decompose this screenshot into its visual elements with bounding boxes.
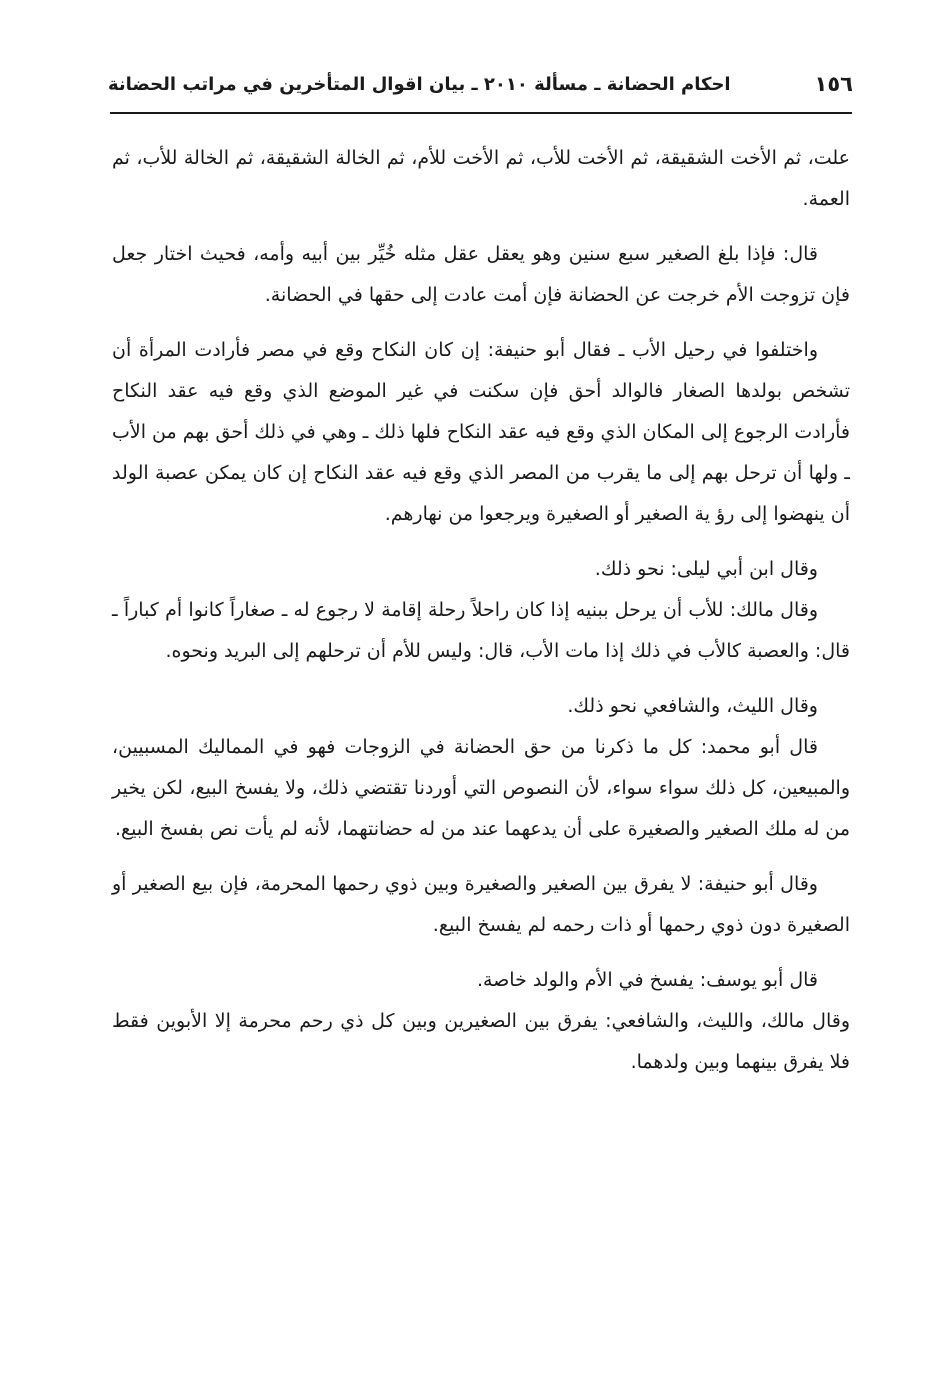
paragraph: قال: فإذا بلغ الصغير سبع سنين وهو يعقل عقل مثله خُيِّر بين أبيه وأمه، فحيث اختار جعل فإن تزوجت الأم خرجت عن الحضانة فإن أمت عادت إلى حقها في الحضانة. xyxy=(112,243,850,306)
paragraph: وقال مالك: للأب أن يرحل ببنيه إذا كان راحلاً رحلة إقامة لا رجوع له ـ صغاراً كانوا أم كباراً ـ قال: والعصبة كالأب في ذلك إذا مات الأب، قال: وليس للأم أن ترحلهم إلى البريد ونحوه. xyxy=(112,599,850,662)
header-divider xyxy=(110,112,852,114)
running-header xyxy=(108,62,853,106)
page-number: ١٥٦ xyxy=(814,72,853,96)
paragraph: وقال أبو حنيفة: لا يفرق بين الصغير والصغيرة وبين ذوي رحمها المحرمة، فإن بيع الصغير أو الصغيرة دون ذوي رحمها أو ذات رحمه لم يفسخ البيع. xyxy=(112,873,850,936)
paragraph: قال أبو محمد: كل ما ذكرنا من حق الحضانة في الزوجات فهو في المماليك المسبيين، والمبيعين، كل ذلك سواء سواء، لأن النصوص التي أوردنا تقتضي ذلك، ولا يفسخ البيع، لكن يخير من له ملك الصغير والصغيرة على أن يدعهما عند من له حضانتهما، لأنه لم يأت نص بفسخ البيع. xyxy=(112,736,850,840)
running-title: احكام الحضانة ـ مسألة ٢٠١٠ ـ بيان اقوال المتأخرين في مراتب الحضانة xyxy=(108,73,731,95)
body-text xyxy=(112,138,850,1083)
paragraph: وقال الليث، والشافعي نحو ذلك. xyxy=(567,695,818,717)
paragraph: وقال ابن أبي ليلى: نحو ذلك. xyxy=(594,558,818,580)
paragraph: وقال مالك، والليث، والشافعي: يفرق بين الصغيرين وبين كل ذي رحم محرمة إلا الأبوين فقط فلا يفرق بينهما وبين ولدهما. xyxy=(112,1010,850,1073)
paragraph: واختلفوا في رحيل الأب ـ فقال أبو حنيفة: إن كان النكاح وقع في مصر فأرادت المرأة أن تشخص بولدها الصغار فالوالد أحق فإن سكنت في غير الموضع الذي وقع فيه عقد النكاح فأرادت الرجوع إلى المكان الذي وقع فيه عقد النكاح فلها ذلك ـ وهي في ذلك أحق بهم من الأب ـ ولها أن ترحل بهم إلى ما يقرب من المصر الذي وقع فيه عقد النكاح إن كان يمكن عصبة الولد أن ينهضوا إلى رؤ ية الصغير أو الصغيرة ويرجعوا من نهارهم. xyxy=(112,339,850,525)
paragraph: علت، ثم الأخت الشقيقة، ثم الأخت للأب، ثم الأخت للأم، ثم الخالة الشقيقة، ثم الخالة للأب، ثم العمة. xyxy=(112,147,850,210)
paragraph: قال أبو يوسف: يفسخ في الأم والولد خاصة. xyxy=(476,969,818,991)
